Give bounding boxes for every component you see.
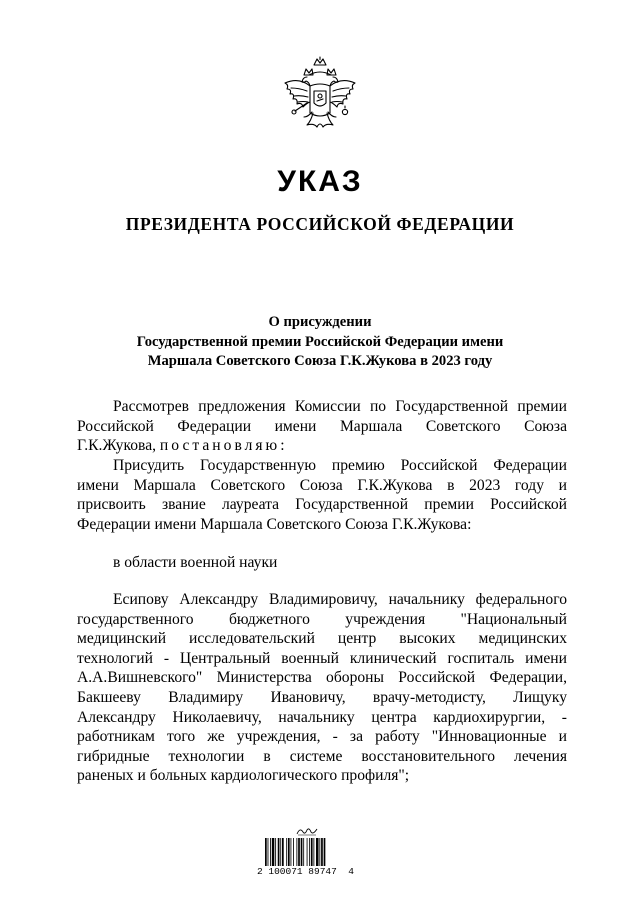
word: имени — [274, 417, 317, 435]
paragraph-line: Александру Николаевичу, начальнику центра кардиохирургии, - — [77, 708, 567, 726]
heading-line: Государственной премии Российской Федерации имени — [136, 333, 504, 350]
paragraph-laureates — [77, 590, 567, 786]
decree-keyword: постановляю — [159, 437, 281, 455]
paragraph-considering — [77, 397, 567, 456]
paragraph-line: Есипову Александру Владимировичу, начальнику федерального — [113, 591, 567, 608]
handwritten-mark-icon — [296, 826, 318, 836]
section-title: в области военной науки — [113, 554, 278, 571]
paragraph-line: Федерации имени Маршала Советского Союза Г.К.Жукова: — [77, 515, 472, 533]
paragraph-line: работникам того же учреждения, - за работу "Инновационные и — [77, 728, 567, 746]
paragraph-line: государственного бюджетного учреждения "Национальный — [77, 610, 567, 628]
paragraph-line: раненых и больных кардиологического профиля"; — [77, 767, 410, 785]
paragraph-line — [77, 436, 567, 456]
word: Российской — [77, 417, 154, 435]
barcode-number: 2 100071 89747 4 — [257, 866, 354, 877]
paragraph-line: гибридные технологии в системе восстановительного лечения — [77, 747, 567, 765]
barcode-icon — [265, 838, 343, 868]
decree-heading — [60, 313, 580, 372]
paragraph-line — [77, 417, 567, 437]
coat-of-arms-emblem-icon — [277, 55, 363, 147]
heading-line: О присуждении — [268, 314, 372, 330]
word: Советского — [425, 417, 501, 435]
word: Союза — [524, 417, 567, 435]
paragraph-line: Присудить Государственную премию Российской Федерации — [113, 457, 567, 474]
paragraph-line: А.А.Вишневского" Министерства обороны Российской Федерации, — [77, 669, 567, 687]
paragraph-award — [77, 456, 567, 534]
paragraph-line: медицинский исследовательский центр высоких медицинских — [77, 630, 567, 648]
heading-line: Маршала Советского Союза Г.К.Жукова в 2023 году — [147, 353, 493, 369]
document-title: УКАЗ — [277, 165, 363, 198]
section-military-science — [77, 553, 567, 573]
word: Маршала — [339, 417, 403, 435]
document-subtitle: ПРЕЗИДЕНТА РОССИЙСКОЙ ФЕДЕРАЦИИ — [125, 214, 515, 234]
paragraph-line: имени Маршала Советского Союза Г.К.Жукова в 2023 году и — [77, 476, 567, 494]
paragraph-line: технологий - Центральный военный клинический госпиталь имени — [77, 649, 567, 667]
decree-suffix: : — [280, 437, 285, 455]
paragraph-line: присвоить звание лауреата Государственной премии Российской — [77, 496, 567, 514]
decree-prefix: Г.К.Жукова, — [77, 437, 160, 455]
paragraph-line: Бакшееву Владимиру Ивановичу, врачу-методисту, Лищуку — [77, 688, 567, 706]
word: Федерации — [177, 417, 252, 435]
paragraph-line: Рассмотрев предложения Комиссии по Государственной премии — [113, 398, 567, 415]
